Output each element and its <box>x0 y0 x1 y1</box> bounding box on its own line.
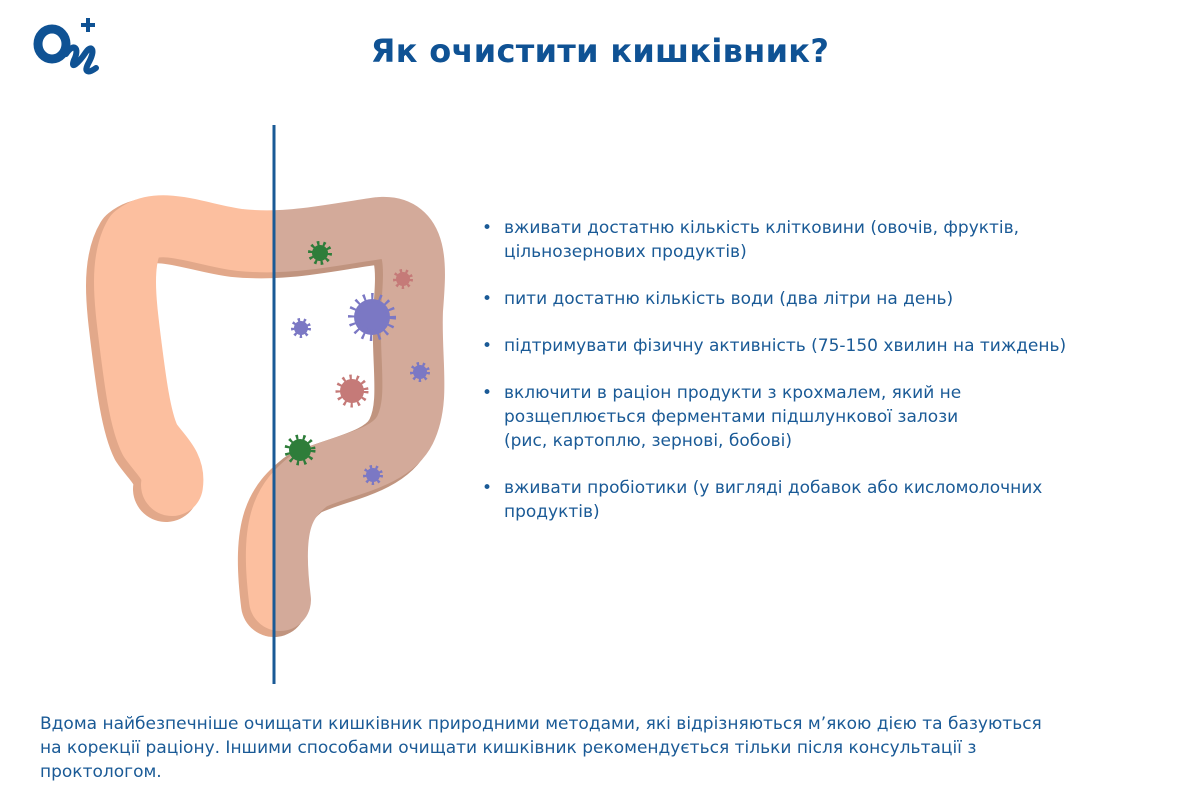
list-item-text: підтримувати фізичну активність (75-150 хвилин на тиждень) <box>504 336 1067 356</box>
bullet-icon: • <box>482 383 493 403</box>
list-item-text: цільнозернових продуктів) <box>504 242 747 262</box>
page-title: Як очистити кишківник? <box>370 32 830 70</box>
list-item-text: продуктів) <box>504 502 600 522</box>
bullet-icon: • <box>482 289 493 309</box>
list-item-text: розщеплюється ферментами підшлункової залози <box>504 407 959 427</box>
list-item-text: включити в раціон продукти з крохмалем, який не <box>504 383 962 403</box>
bullet-icon: • <box>482 218 493 238</box>
list-item <box>482 287 1142 311</box>
recommendations-list <box>482 216 1142 547</box>
footer-line: проктологом. <box>40 762 162 782</box>
list-item-text: вживати достатню кількість клітковини (овочів, фруктів, <box>504 218 1020 238</box>
germ-icon <box>366 468 380 482</box>
germ-icon <box>294 321 308 335</box>
list-item <box>482 334 1142 358</box>
list-item <box>482 476 1142 524</box>
bullet-icon: • <box>482 478 493 498</box>
list-item-text: (рис, картоплю, зернові, бобові) <box>504 431 793 451</box>
germ-icon <box>396 272 410 286</box>
list-item <box>482 216 1142 264</box>
germ-icon <box>340 379 364 403</box>
list-item-text: пити достатню кількість води (два літри на день) <box>504 289 954 309</box>
footer-line: на корекції раціону. Іншими способами очищати кишківник рекомендується тільки після консультації з <box>40 738 977 758</box>
colon-left-healthy <box>119 226 414 604</box>
colon-illustration <box>0 0 480 700</box>
germ-icon <box>413 365 427 379</box>
list-item-text: вживати пробіотики (у вигляді добавок або кисломолочних <box>504 478 1043 498</box>
germ-icon <box>289 439 311 461</box>
germ-icon <box>354 299 390 335</box>
bullet-icon: • <box>482 336 493 356</box>
germ-icon <box>312 245 328 261</box>
list-item <box>482 381 1142 453</box>
footer-note <box>40 712 1042 784</box>
footer-line: Вдома найбезпечніше очищати кишківник природними методами, які відрізняються м’якою дією та базуються <box>40 714 1042 734</box>
